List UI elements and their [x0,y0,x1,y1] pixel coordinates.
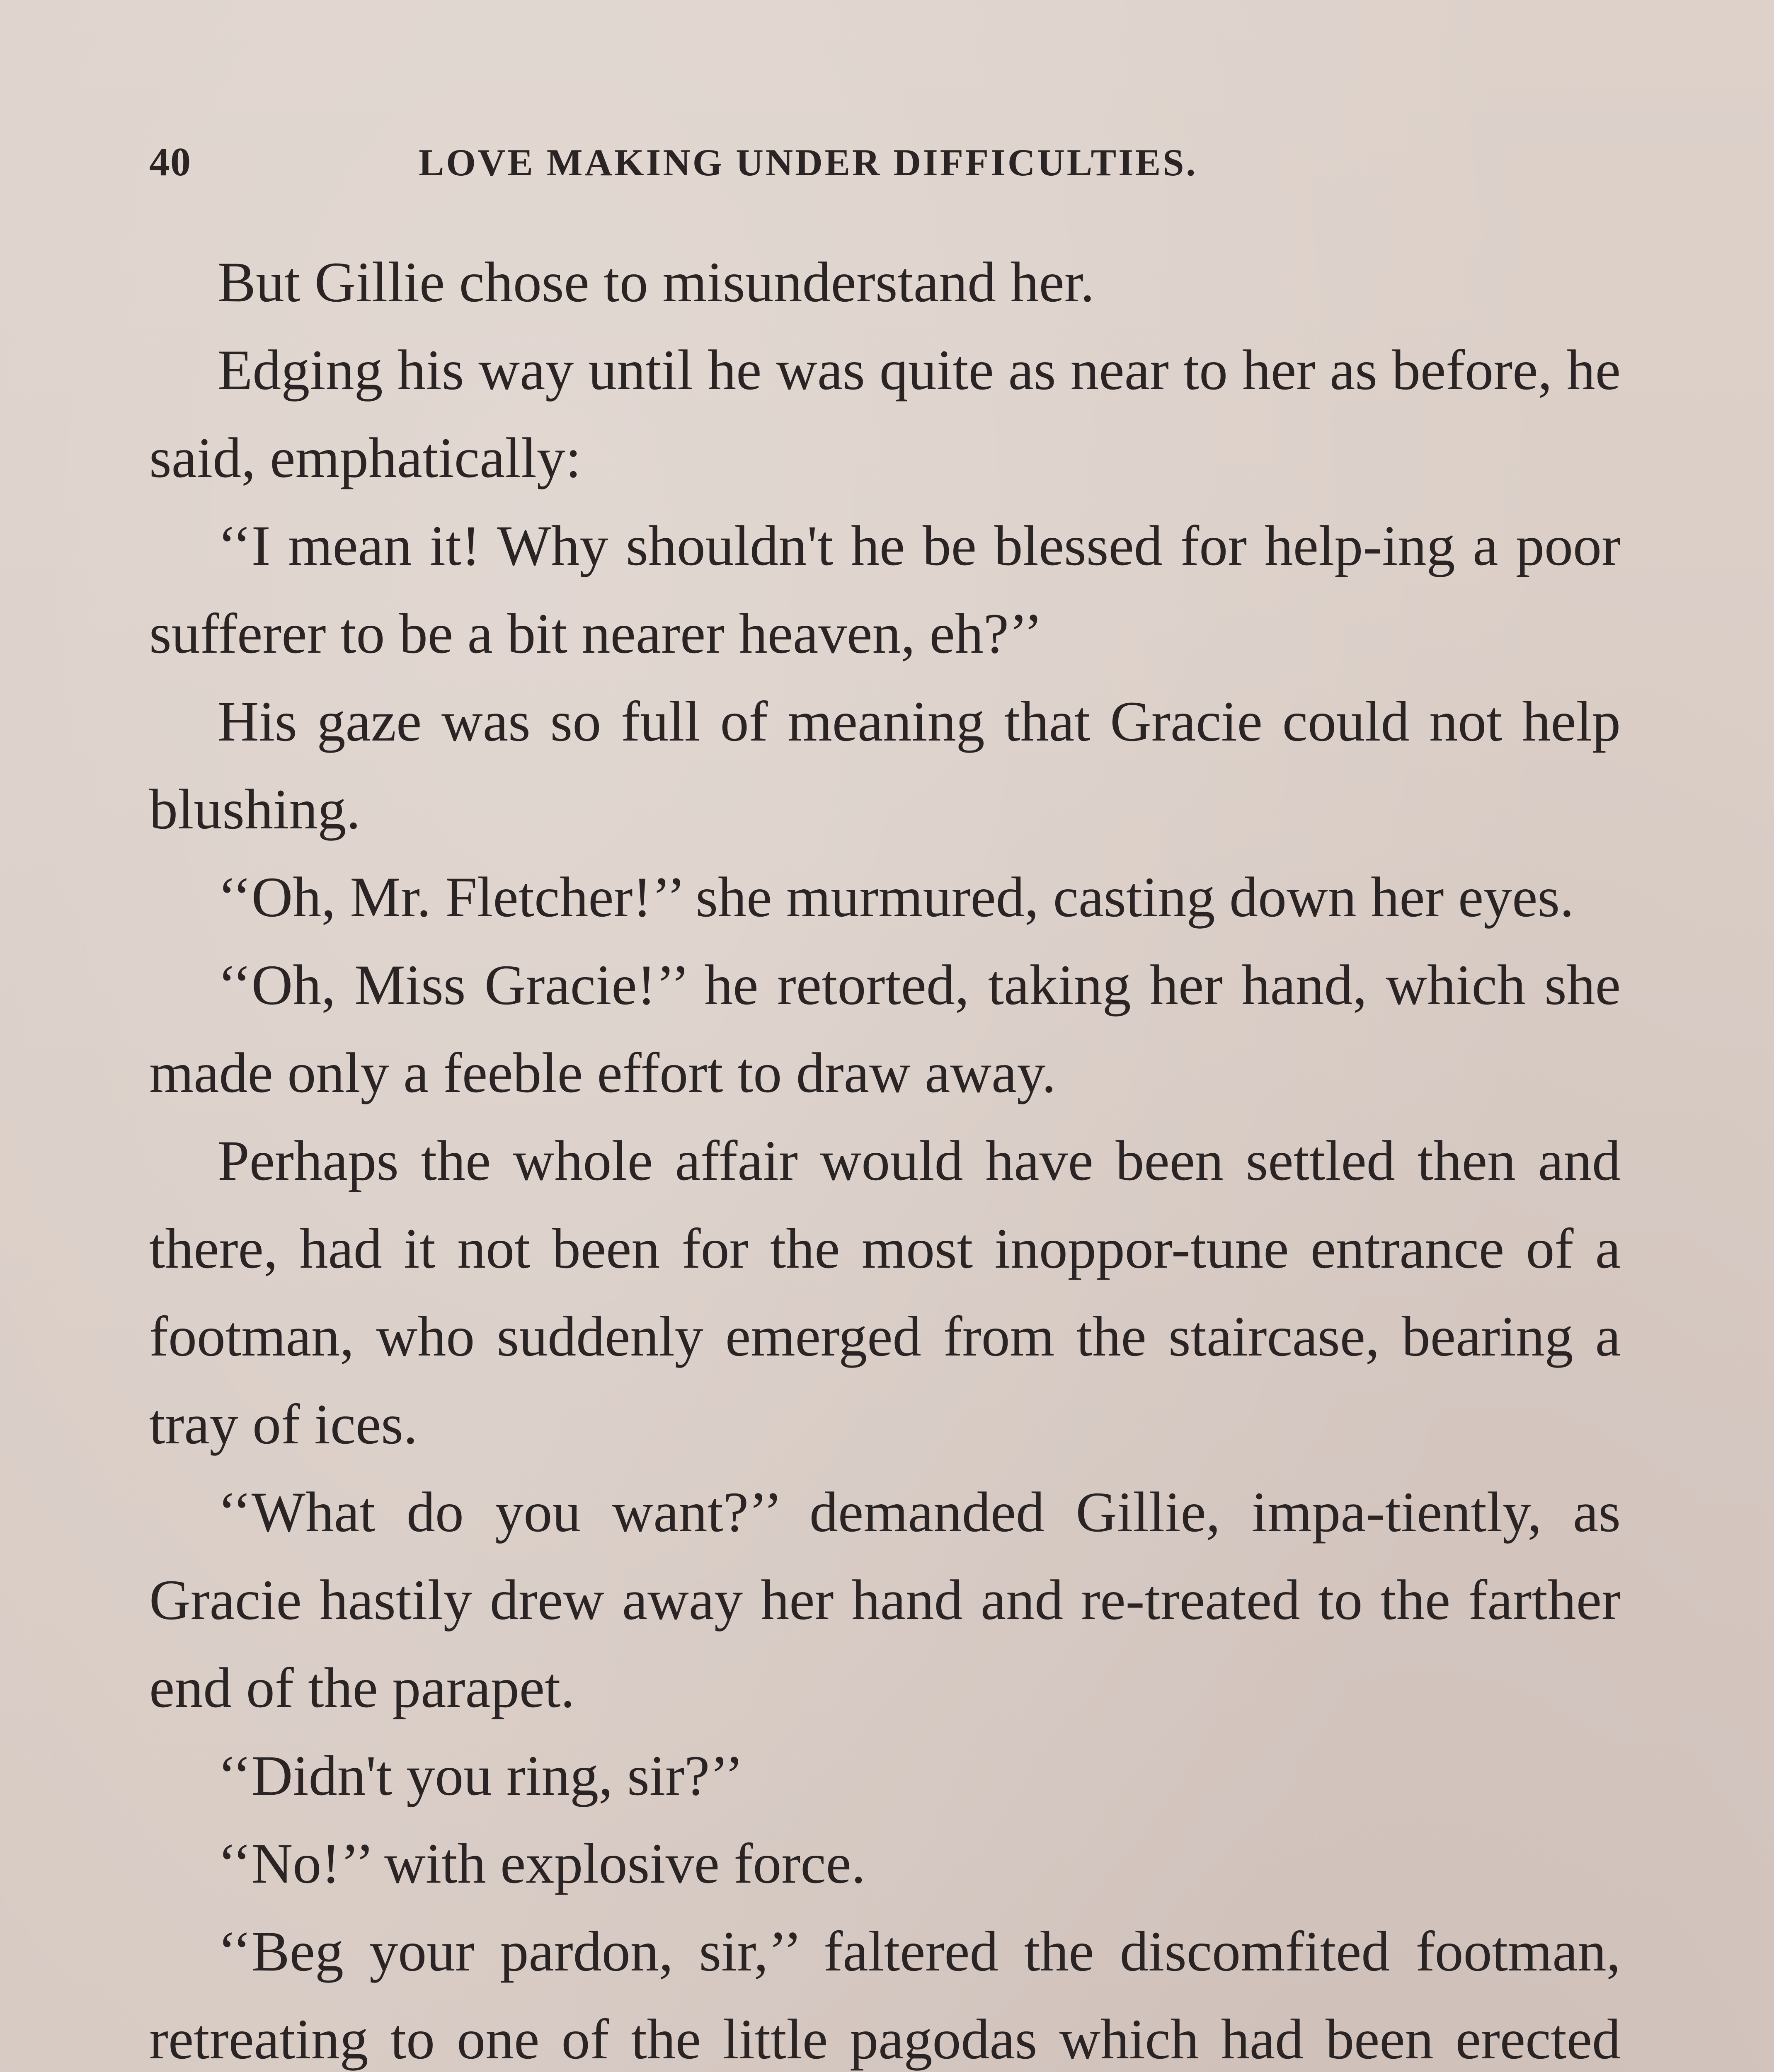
page-number: 40 [149,140,191,184]
running-title: LOVE MAKING UNDER DIFFICULTIES. [419,141,1198,184]
paragraph: ‘‘Didn't you ring, sir?’’ [218,1744,744,1807]
paragraph: ‘‘No!’’ with explosive force. [218,1832,866,1895]
paragraph: His gaze was so full of meaning that Gracie could not help blushing. [149,690,1621,841]
paragraph: Edging his way until he was quite as near to her as before, he said, emphatically: [149,338,1621,489]
body-text [149,238,1621,2072]
paragraph: ‘‘Oh, Miss Gracie!’’ he retorted, taking her hand, which she made only a feeble effort to draw away. [149,953,1621,1104]
paragraph: Perhaps the whole affair would have been settled then and there, had it not been for the most inoppor-tune entrance of a footman, who suddenly emerged from the staircase, bearing a tray of ices. [149,1129,1621,1456]
running-head [149,139,1629,197]
paragraph: ‘‘Beg your pardon, sir,’’ faltered the discomfited footman, retreating to one of the little pagodas which had been erected [149,1920,1621,2071]
paragraph: ‘‘I mean it! Why shouldn't he be blessed for help-ing a poor sufferer to be a bit nearer heaven, eh?’’ [149,514,1621,665]
paragraph: ‘‘Oh, Mr. Fletcher!’’ she murmured, casting down her eyes. [218,865,1574,929]
paragraph: ‘‘What do you want?’’ demanded Gillie, impa-tiently, as Gracie hastily drew away her hand and re-treated to the farther end of the parapet. [149,1480,1621,1719]
paragraph: But Gillie chose to misunderstand her. [218,250,1095,314]
